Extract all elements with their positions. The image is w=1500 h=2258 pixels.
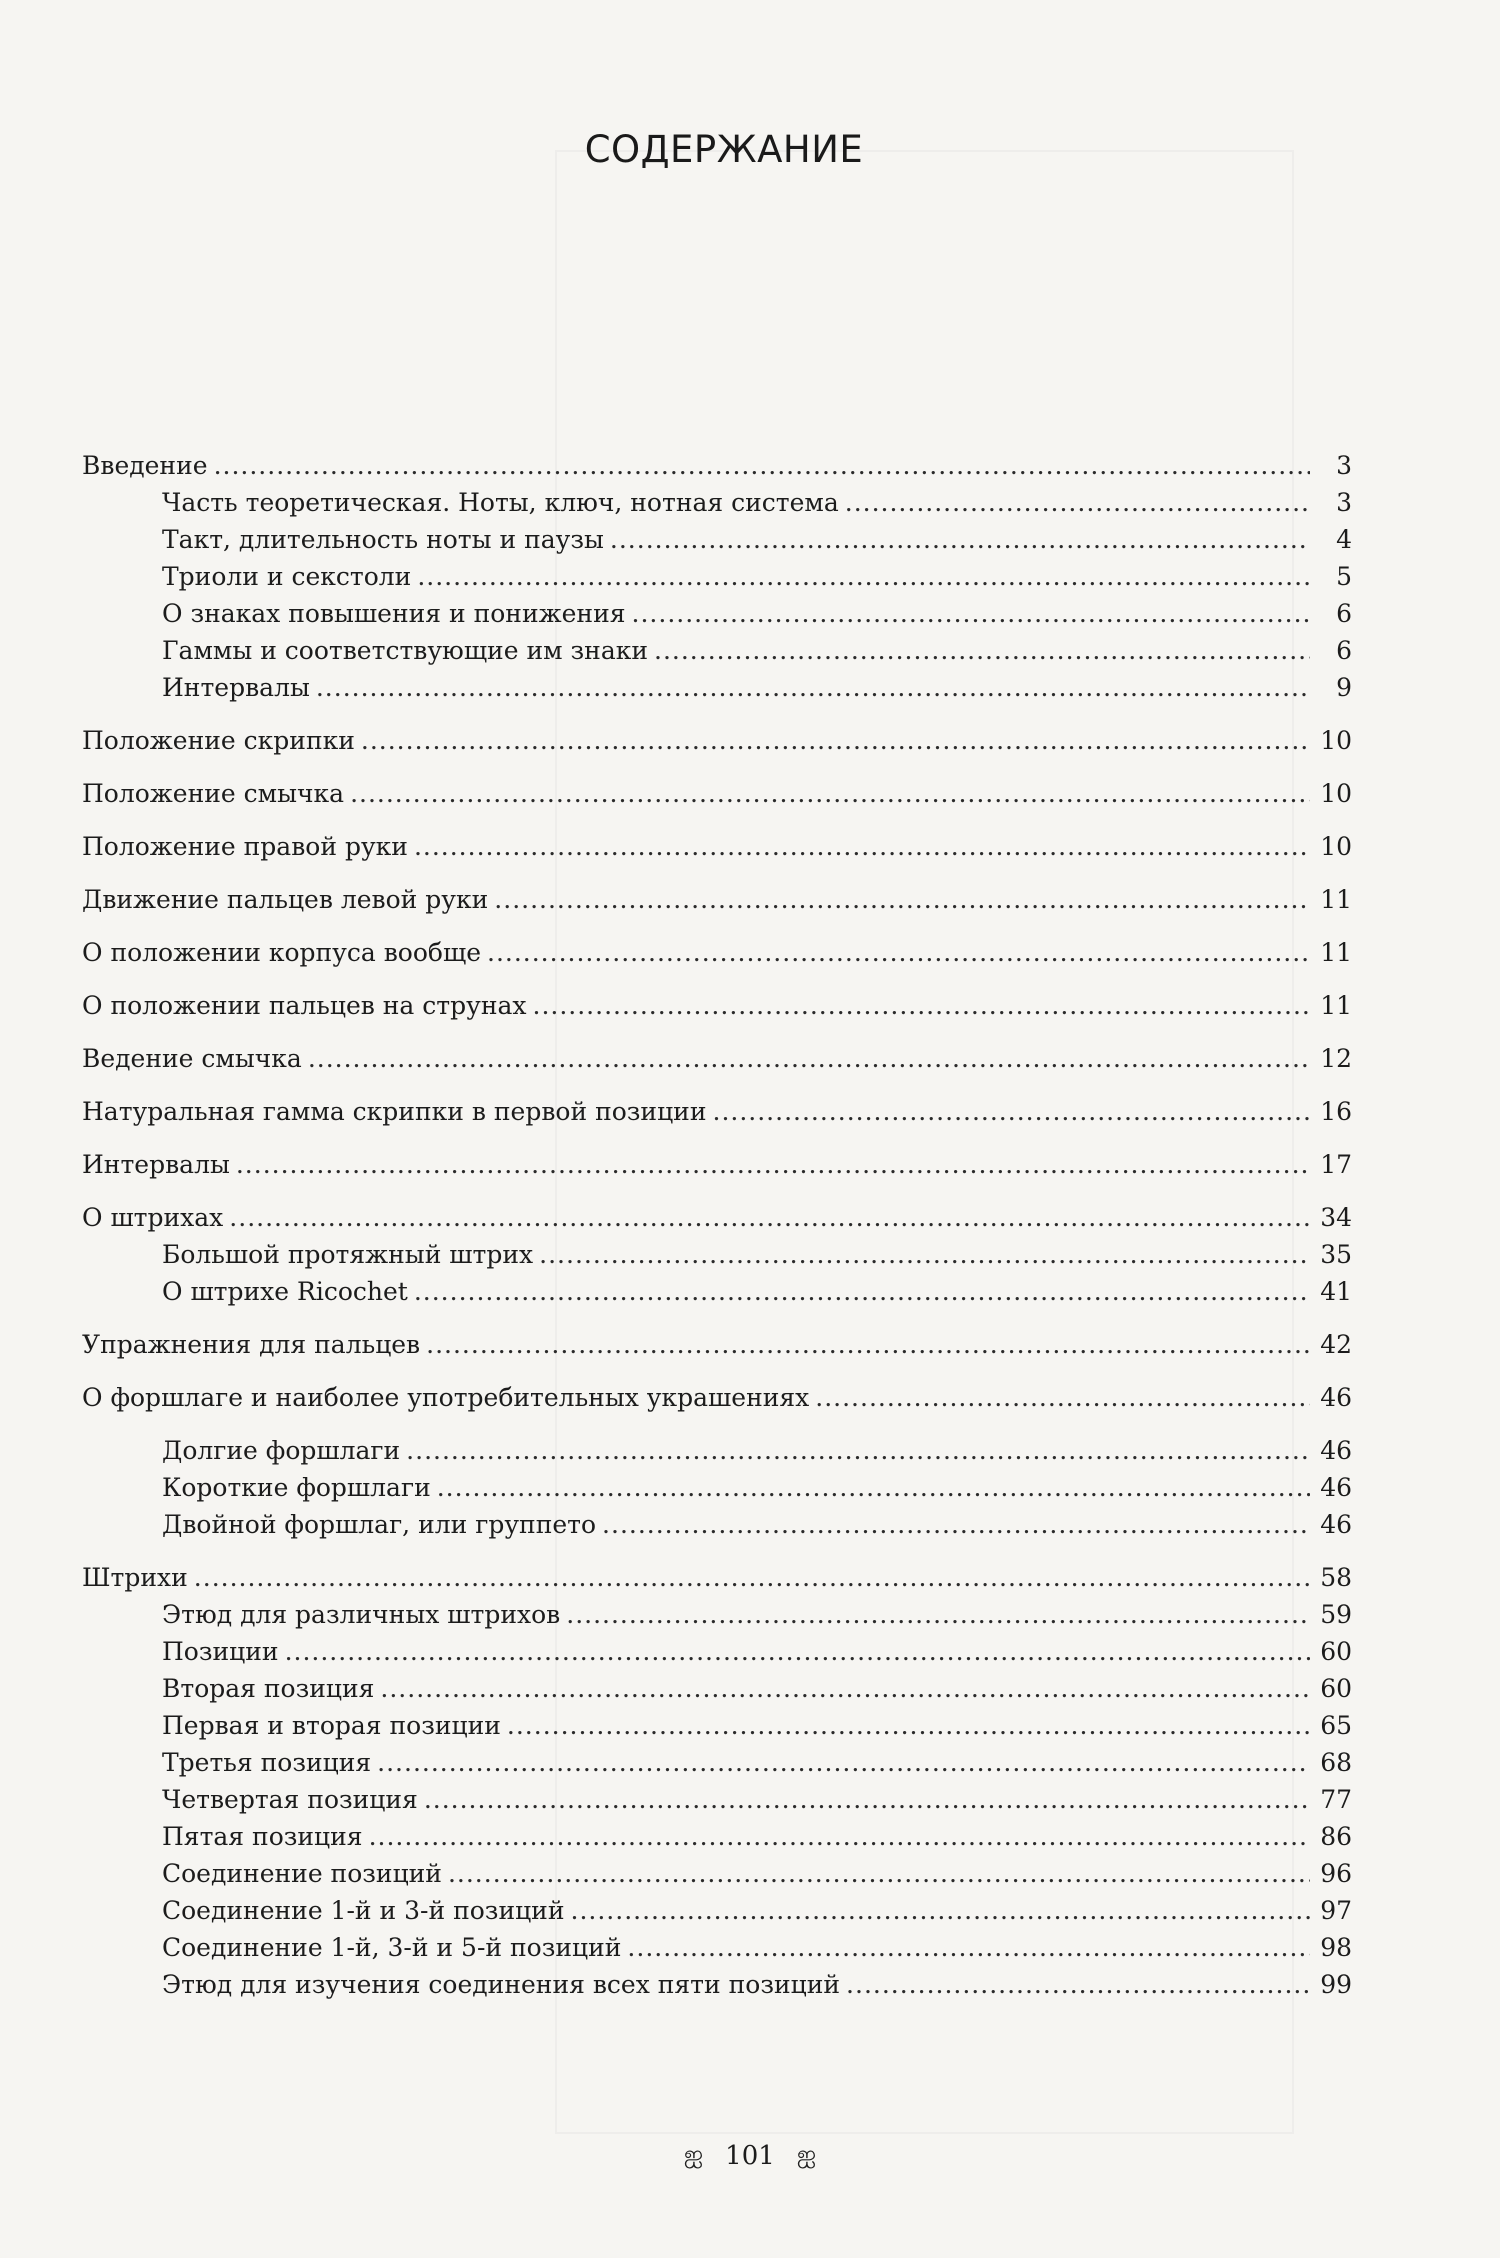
dot-leader <box>448 1855 1310 1892</box>
toc-entry-label: Двойной форшлаг, или группето <box>162 1510 597 1539</box>
toc-subentry[interactable] <box>82 1744 1352 1781</box>
toc-entry[interactable] <box>82 775 1352 812</box>
toc-subentry[interactable] <box>82 558 1352 595</box>
entry-spacer <box>82 1543 1352 1559</box>
toc-entry-label: Третья позиция <box>162 1748 372 1777</box>
table-of-contents <box>82 447 1352 2003</box>
toc-subentry[interactable] <box>82 1273 1352 1310</box>
dot-leader <box>214 447 1310 484</box>
toc-entry-label: О штрихе Ricochet <box>162 1277 408 1306</box>
toc-page-number: 4 <box>1336 525 1352 554</box>
toc-subentry[interactable] <box>82 1966 1352 2003</box>
toc-page-number: 46 <box>1320 1436 1352 1465</box>
toc-page-number: 42 <box>1320 1330 1352 1359</box>
toc-page-number: 6 <box>1336 599 1352 628</box>
dot-leader <box>845 484 1310 521</box>
toc-subentry[interactable] <box>82 1236 1352 1273</box>
dot-leader <box>713 1093 1311 1130</box>
toc-page-number: 60 <box>1320 1637 1352 1666</box>
toc-entry-label: О знаках повышения и понижения <box>162 599 626 628</box>
toc-subentry[interactable] <box>82 1929 1352 1966</box>
right-ornament-icon: ஐ <box>796 2140 817 2168</box>
dot-leader <box>308 1040 1310 1077</box>
toc-page-number: 9 <box>1336 673 1352 702</box>
toc-page-number: 11 <box>1320 938 1352 967</box>
page-number: 101 <box>725 2140 775 2171</box>
toc-entry-label: Введение <box>82 451 208 480</box>
left-ornament-icon: ஐ <box>683 2140 704 2168</box>
toc-entry-label: О положении корпуса вообще <box>82 938 481 967</box>
toc-page-number: 41 <box>1320 1277 1352 1306</box>
toc-page-number: 97 <box>1320 1896 1352 1925</box>
toc-page-number: 59 <box>1320 1600 1352 1629</box>
toc-entry-label: Большой протяжный штрих <box>162 1240 534 1269</box>
toc-entry-label: Интервалы <box>162 673 310 702</box>
dot-leader <box>414 1273 1310 1310</box>
toc-page-number: 5 <box>1336 562 1352 591</box>
toc-entry-label: Положение правой руки <box>82 832 408 861</box>
toc-subentry[interactable] <box>82 669 1352 706</box>
dot-leader <box>194 1559 1310 1596</box>
toc-subentry[interactable] <box>82 1892 1352 1929</box>
dot-leader <box>566 1596 1310 1633</box>
toc-entry-label: Короткие форшлаги <box>162 1473 431 1502</box>
toc-page-number: 46 <box>1320 1510 1352 1539</box>
toc-subentry[interactable] <box>82 1432 1352 1469</box>
dot-leader <box>229 1199 1310 1236</box>
entry-spacer <box>82 812 1352 828</box>
toc-entry[interactable] <box>82 1379 1352 1416</box>
toc-entry-label: Пятая позиция <box>162 1822 363 1851</box>
toc-entry-label: О положении пальцев на струнах <box>82 991 527 1020</box>
toc-page-number: 46 <box>1320 1383 1352 1412</box>
toc-page-number: 3 <box>1336 451 1352 480</box>
entry-spacer <box>82 865 1352 881</box>
toc-page-number: 96 <box>1320 1859 1352 1888</box>
toc-page-number: 34 <box>1320 1203 1352 1232</box>
entry-spacer <box>82 759 1352 775</box>
toc-page-number: 11 <box>1320 991 1352 1020</box>
toc-page-number: 6 <box>1336 636 1352 665</box>
toc-subentry[interactable] <box>82 1707 1352 1744</box>
dot-leader <box>507 1707 1310 1744</box>
toc-page-number: 35 <box>1320 1240 1352 1269</box>
toc-entry[interactable] <box>82 1093 1352 1130</box>
entry-spacer <box>82 1024 1352 1040</box>
dot-leader <box>487 934 1310 971</box>
toc-entry[interactable] <box>82 1146 1352 1183</box>
dot-leader <box>380 1670 1310 1707</box>
toc-entry-label: Соединение 1-й и 3-й позиций <box>162 1896 565 1925</box>
toc-page-number: 17 <box>1320 1150 1352 1179</box>
entry-spacer <box>82 1363 1352 1379</box>
toc-entry-label: Триоли и секстоли <box>162 562 412 591</box>
toc-page-number: 99 <box>1320 1970 1352 1999</box>
toc-entry[interactable] <box>82 722 1352 759</box>
toc-entry-label: Четвертая позиция <box>162 1785 418 1814</box>
toc-subentry[interactable] <box>82 1855 1352 1892</box>
dot-leader <box>406 1432 1310 1469</box>
toc-entry[interactable] <box>82 828 1352 865</box>
toc-entry[interactable] <box>82 881 1352 918</box>
toc-page-number: 12 <box>1320 1044 1352 1073</box>
toc-page-number: 3 <box>1336 488 1352 517</box>
entry-spacer <box>82 918 1352 934</box>
dot-leader <box>602 1506 1310 1543</box>
page-footer <box>0 2140 1500 2171</box>
dot-leader <box>437 1469 1310 1506</box>
toc-entry-label: Гаммы и соответствующие им знаки <box>162 636 649 665</box>
toc-entry-label: О форшлаге и наиболее употребительных украшениях <box>82 1383 810 1412</box>
dot-leader <box>350 775 1310 812</box>
entry-spacer <box>82 1310 1352 1326</box>
toc-entry-label: Соединение 1-й, 3-й и 5-й позиций <box>162 1933 622 1962</box>
toc-subentry[interactable] <box>82 1818 1352 1855</box>
toc-entry-label: Первая и вторая позиции <box>162 1711 501 1740</box>
toc-page-number: 60 <box>1320 1674 1352 1703</box>
entry-spacer <box>82 1416 1352 1432</box>
toc-entry-label: Положение смычка <box>82 779 345 808</box>
toc-entry-label: Натуральная гамма скрипки в первой позиции <box>82 1097 707 1126</box>
toc-subentry[interactable] <box>82 1781 1352 1818</box>
toc-entry[interactable] <box>82 1559 1352 1596</box>
toc-page-number: 58 <box>1320 1563 1352 1592</box>
dot-leader <box>571 1892 1310 1929</box>
dot-leader <box>417 558 1310 595</box>
toc-entry-label: Часть теоретическая. Ноты, ключ, нотная система <box>162 488 839 517</box>
dot-leader <box>815 1379 1310 1416</box>
dot-leader <box>361 722 1310 759</box>
toc-entry-label: Положение скрипки <box>82 726 355 755</box>
toc-entry-label: Долгие форшлаги <box>162 1436 401 1465</box>
toc-entry-label: Позиции <box>162 1637 279 1666</box>
toc-entry-label: Упражнения для пальцев <box>82 1330 421 1359</box>
toc-subentry[interactable] <box>82 595 1352 632</box>
dot-leader <box>654 632 1310 669</box>
toc-entry[interactable] <box>82 987 1352 1024</box>
toc-page-number: 16 <box>1320 1097 1352 1126</box>
toc-page-number: 98 <box>1320 1933 1352 1962</box>
dot-leader <box>426 1326 1310 1363</box>
dot-leader <box>414 828 1310 865</box>
toc-page-number: 77 <box>1320 1785 1352 1814</box>
dot-leader <box>424 1781 1310 1818</box>
toc-entry-label: Соединение позиций <box>162 1859 442 1888</box>
toc-entry-label: Этюд для изучения соединения всех пяти позиций <box>162 1970 841 1999</box>
toc-page-number: 10 <box>1320 832 1352 861</box>
toc-subentry[interactable] <box>82 1670 1352 1707</box>
toc-entry-label: Вторая позиция <box>162 1674 375 1703</box>
toc-page-number: 46 <box>1320 1473 1352 1502</box>
toc-subentry[interactable] <box>82 1506 1352 1543</box>
entry-spacer <box>82 1183 1352 1199</box>
entry-spacer <box>82 1077 1352 1093</box>
toc-entry-label: Штрихи <box>82 1563 188 1592</box>
toc-entry-label: Движение пальцев левой руки <box>82 885 489 914</box>
toc-entry[interactable] <box>82 1326 1352 1363</box>
toc-subentry[interactable] <box>82 1596 1352 1633</box>
toc-subentry[interactable] <box>82 632 1352 669</box>
dot-leader <box>369 1818 1310 1855</box>
entry-spacer <box>82 1130 1352 1146</box>
toc-subentry[interactable] <box>82 521 1352 558</box>
toc-entry[interactable] <box>82 934 1352 971</box>
toc-entry-label: Интервалы <box>82 1150 230 1179</box>
toc-entry-label: О штрихах <box>82 1203 224 1232</box>
toc-page-number: 65 <box>1320 1711 1352 1740</box>
dot-leader <box>494 881 1310 918</box>
toc-page-number: 68 <box>1320 1748 1352 1777</box>
toc-entry[interactable] <box>82 1040 1352 1077</box>
toc-subentry[interactable] <box>82 484 1352 521</box>
dot-leader <box>610 521 1310 558</box>
dot-leader <box>533 987 1311 1024</box>
toc-subentry[interactable] <box>82 1633 1352 1670</box>
dot-leader <box>846 1966 1310 2003</box>
dot-leader <box>285 1633 1310 1670</box>
entry-spacer <box>82 971 1352 987</box>
page-title: СОДЕРЖАНИЕ <box>584 128 864 171</box>
toc-entry-label: Такт, длительность ноты и паузы <box>162 525 604 554</box>
toc-subentry[interactable] <box>82 1469 1352 1506</box>
dot-leader <box>236 1146 1310 1183</box>
dot-leader <box>377 1744 1310 1781</box>
toc-entry-label: Этюд для различных штрихов <box>162 1600 561 1629</box>
toc-entry[interactable] <box>82 1199 1352 1236</box>
toc-page-number: 10 <box>1320 779 1352 808</box>
toc-page-number: 10 <box>1320 726 1352 755</box>
toc-entry[interactable] <box>82 447 1352 484</box>
dot-leader <box>539 1236 1310 1273</box>
dot-leader <box>316 669 1310 706</box>
entry-spacer <box>82 706 1352 722</box>
dot-leader <box>627 1929 1310 1966</box>
toc-page-number: 86 <box>1320 1822 1352 1851</box>
toc-entry-label: Ведение смычка <box>82 1044 302 1073</box>
toc-page-number: 11 <box>1320 885 1352 914</box>
dot-leader <box>632 595 1310 632</box>
